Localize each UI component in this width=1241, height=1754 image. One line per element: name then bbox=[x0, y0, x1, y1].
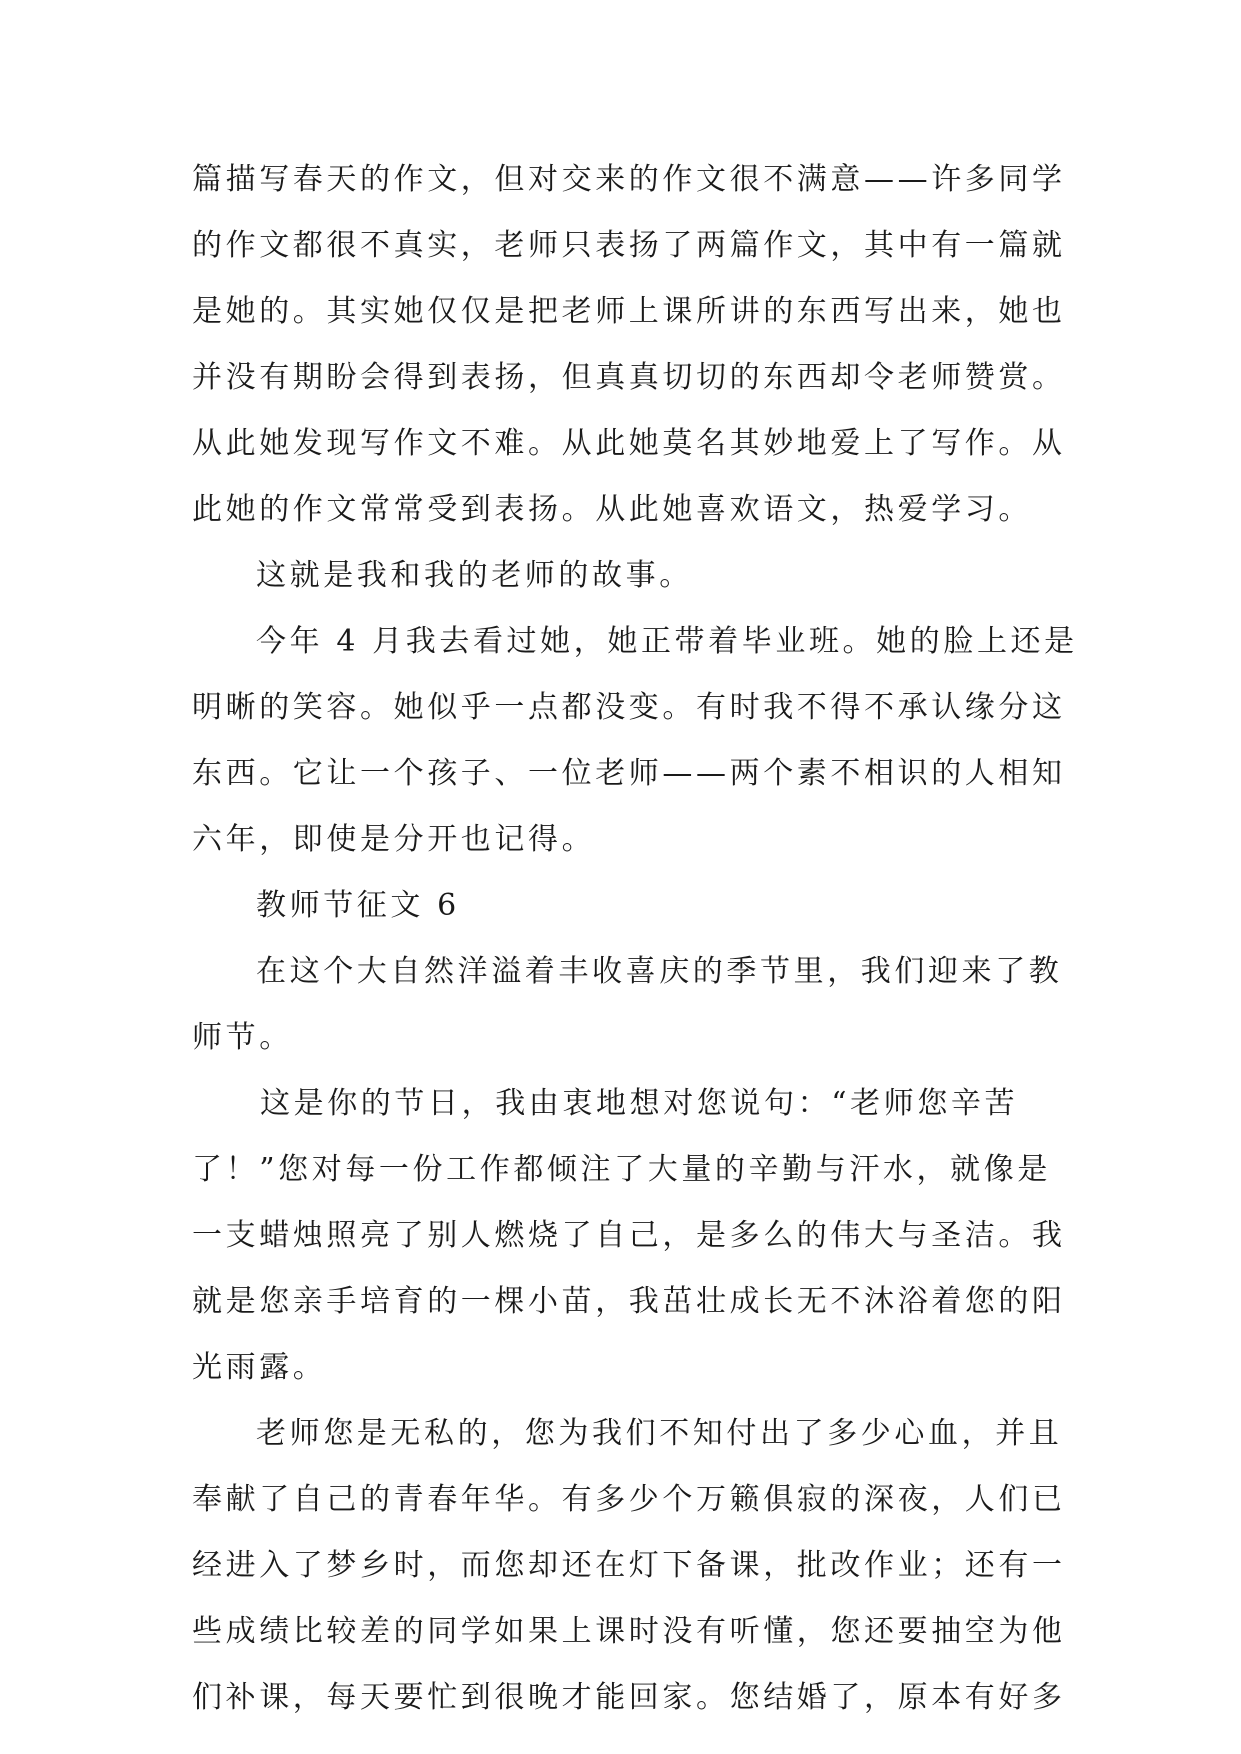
text-line: 并没有期盼会得到表扬，但真真切切的东西却令老师赞赏。 bbox=[192, 360, 1066, 395]
text-line: 们补课，每天要忙到很晚才能回家。您结婚了，原本有好多 bbox=[192, 1680, 1066, 1715]
section-heading: 教师节征文 6 bbox=[256, 888, 460, 923]
text-line: 是她的。其实她仅仅是把老师上课所讲的东西写出来，她也 bbox=[192, 294, 1066, 329]
text-line: 经进入了梦乡时，而您却还在灯下备课，批改作业；还有一 bbox=[192, 1548, 1066, 1583]
text-line: 了！”您对每一份工作都倾注了大量的辛勤与汗水，就像是 bbox=[192, 1152, 1051, 1187]
text-line: 明晰的笑容。她似乎一点都没变。有时我不得不承认缘分这 bbox=[192, 690, 1066, 725]
text-line: 篇描写春天的作文，但对交来的作文很不满意——许多同学 bbox=[192, 162, 1066, 197]
text-line: 的作文都很不真实，老师只表扬了两篇作文，其中有一篇就 bbox=[192, 228, 1066, 263]
text-line: 此她的作文常常受到表扬。从此她喜欢语文，热爱学习。 bbox=[192, 492, 1032, 527]
text-line: 就是您亲手培育的一棵小苗，我茁壮成长无不沐浴着您的阳 bbox=[192, 1284, 1066, 1319]
text-line: 这就是我和我的老师的故事。 bbox=[256, 558, 693, 593]
text-line: 奉献了自己的青春年华。有多少个万籁俱寂的深夜，人们已 bbox=[192, 1482, 1066, 1517]
text-line: 些成绩比较差的同学如果上课时没有听懂，您还要抽空为他 bbox=[192, 1614, 1066, 1649]
text-line: 今年 4 月我去看过她，她正带着毕业班。她的脸上还是 bbox=[256, 624, 1078, 659]
text-line: 在这个大自然洋溢着丰收喜庆的季节里，我们迎来了教 bbox=[256, 954, 1063, 989]
text-line: 这是你的节日，我由衷地想对您说句：“老师您辛苦 bbox=[260, 1086, 1019, 1121]
text-line: 师节。 bbox=[192, 1020, 293, 1055]
text-line: 老师您是无私的，您为我们不知付出了多少心血，并且 bbox=[256, 1416, 1063, 1451]
text-line: 东西。它让一个孩子、一位老师——两个素不相识的人相知 bbox=[192, 756, 1066, 791]
text-line: 从此她发现写作文不难。从此她莫名其妙地爱上了写作。从 bbox=[192, 426, 1066, 461]
text-line: 六年，即使是分开也记得。 bbox=[192, 822, 596, 857]
text-line: 光雨露。 bbox=[192, 1350, 327, 1385]
text-line: 一支蜡烛照亮了别人燃烧了自己，是多么的伟大与圣洁。我 bbox=[192, 1218, 1066, 1253]
